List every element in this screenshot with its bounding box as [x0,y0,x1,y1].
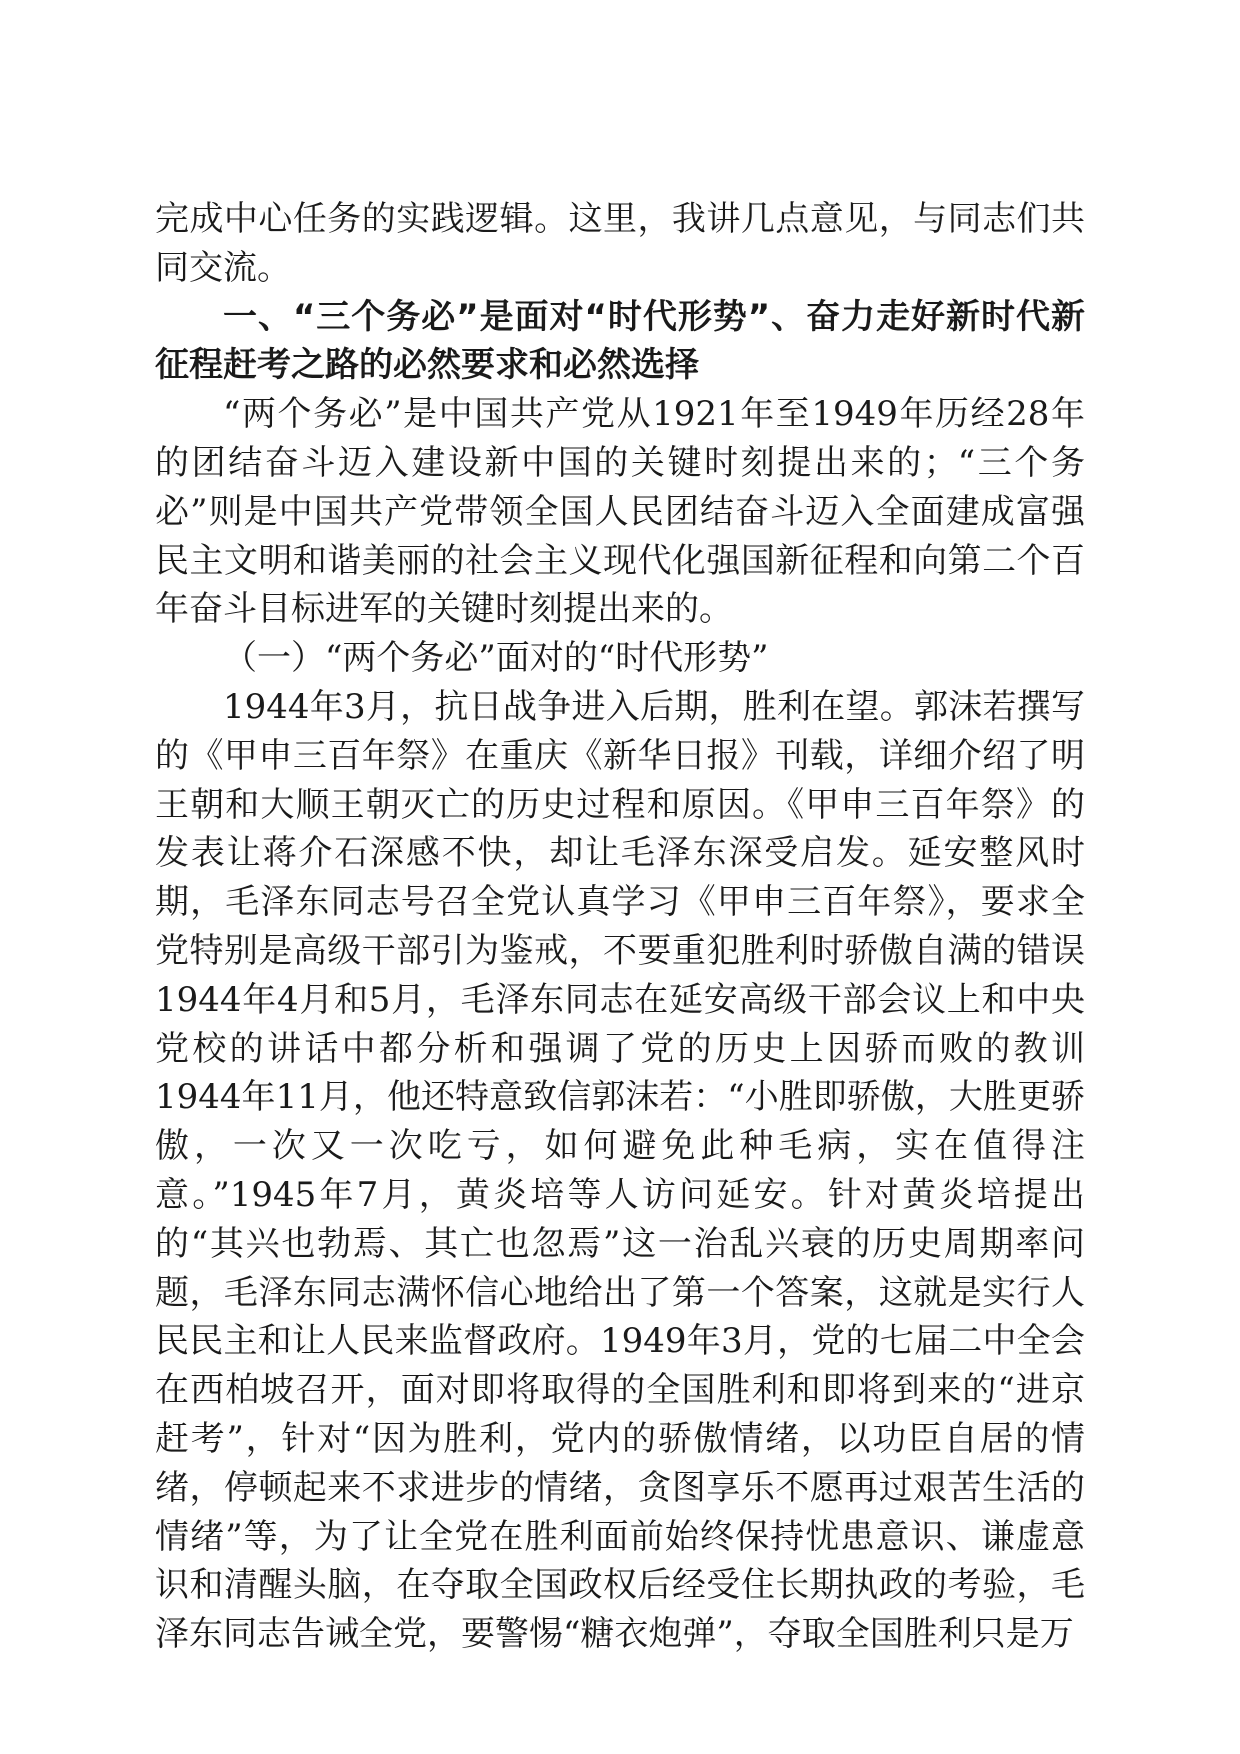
subsection-1-heading: （一）“两个务必”面对的“时代形势” [223,638,769,679]
section-1-intro-paragraph: “两个务必”是中国共产党从1921年至1949年历经28年的团结奋斗迈入建设新中国的关键时刻提出来的；“三个务必”则是中国共产党带领全国人民团结奋斗迈入全面建成富强民主文明和谐美丽的社会主义现代化强国新征程和向第二个百年奋斗目标进军的关键时刻提出来的。 [155,394,1085,630]
document-page [155,195,1085,1659]
subsection-1-body-paragraph: 1944年3月，抗日战争进入后期，胜利在望。郭沫若撰写的《甲申三百年祭》在重庆《新华日报》刊载，详细介绍了明王朝和大顺王朝灭亡的历史过程和原因。《甲申三百年祭》的发表让蒋介石深感不快，却让毛泽东深受启发。延安整风时期，毛泽东同志号召全党认真学习《甲申三百年祭》，要求全党特别是高级干部引为鉴戒，不要重犯胜利时骄傲自满的错误1944年4月和5月，毛泽东同志在延安高级干部会议上和中央党校的讲话中都分析和强调了党的历史上因骄而败的教训1944年11月，他还特意致信郭沫若：“小胜即骄傲，大胜更骄傲，一次又一次吃亏，如何避免此种毛病，实在值得注意。”1945年7月，黄炎培等人访问延安。针对黄炎培提出的“其兴也勃焉、其亡也忽焉”这一治乱兴衰的历史周期率问题，毛泽东同志满怀信心地给出了第一个答案，这就是实行人民民主和让人民来监督政府。1949年3月，党的七届二中全会在西柏坡召开，面对即将取得的全国胜利和即将到来的“进京赶考”，针对“因为胜利，党内的骄傲情绪，以功臣自居的情绪，停顿起来不求进步的情绪，贪图享乐不愿再过艰苦生活的情绪”等，为了让全党在胜利面前始终保持忧患意识、谦虚意识和清醒头脑，在夺取全国政权后经受住长期执政的考验，毛泽东同志告诫全党，要警惕“糖衣炮弹”，夺取全国胜利只是万 [155,686,1085,1655]
section-1-heading: 一、“三个务必”是面对“时代形势”、奋力走好新时代新征程赶考之路的必然要求和必然选择 [155,296,1085,386]
opening-paragraph: 完成中心任务的实践逻辑。这里，我讲几点意见，与同志们共同交流。 [155,199,1085,288]
